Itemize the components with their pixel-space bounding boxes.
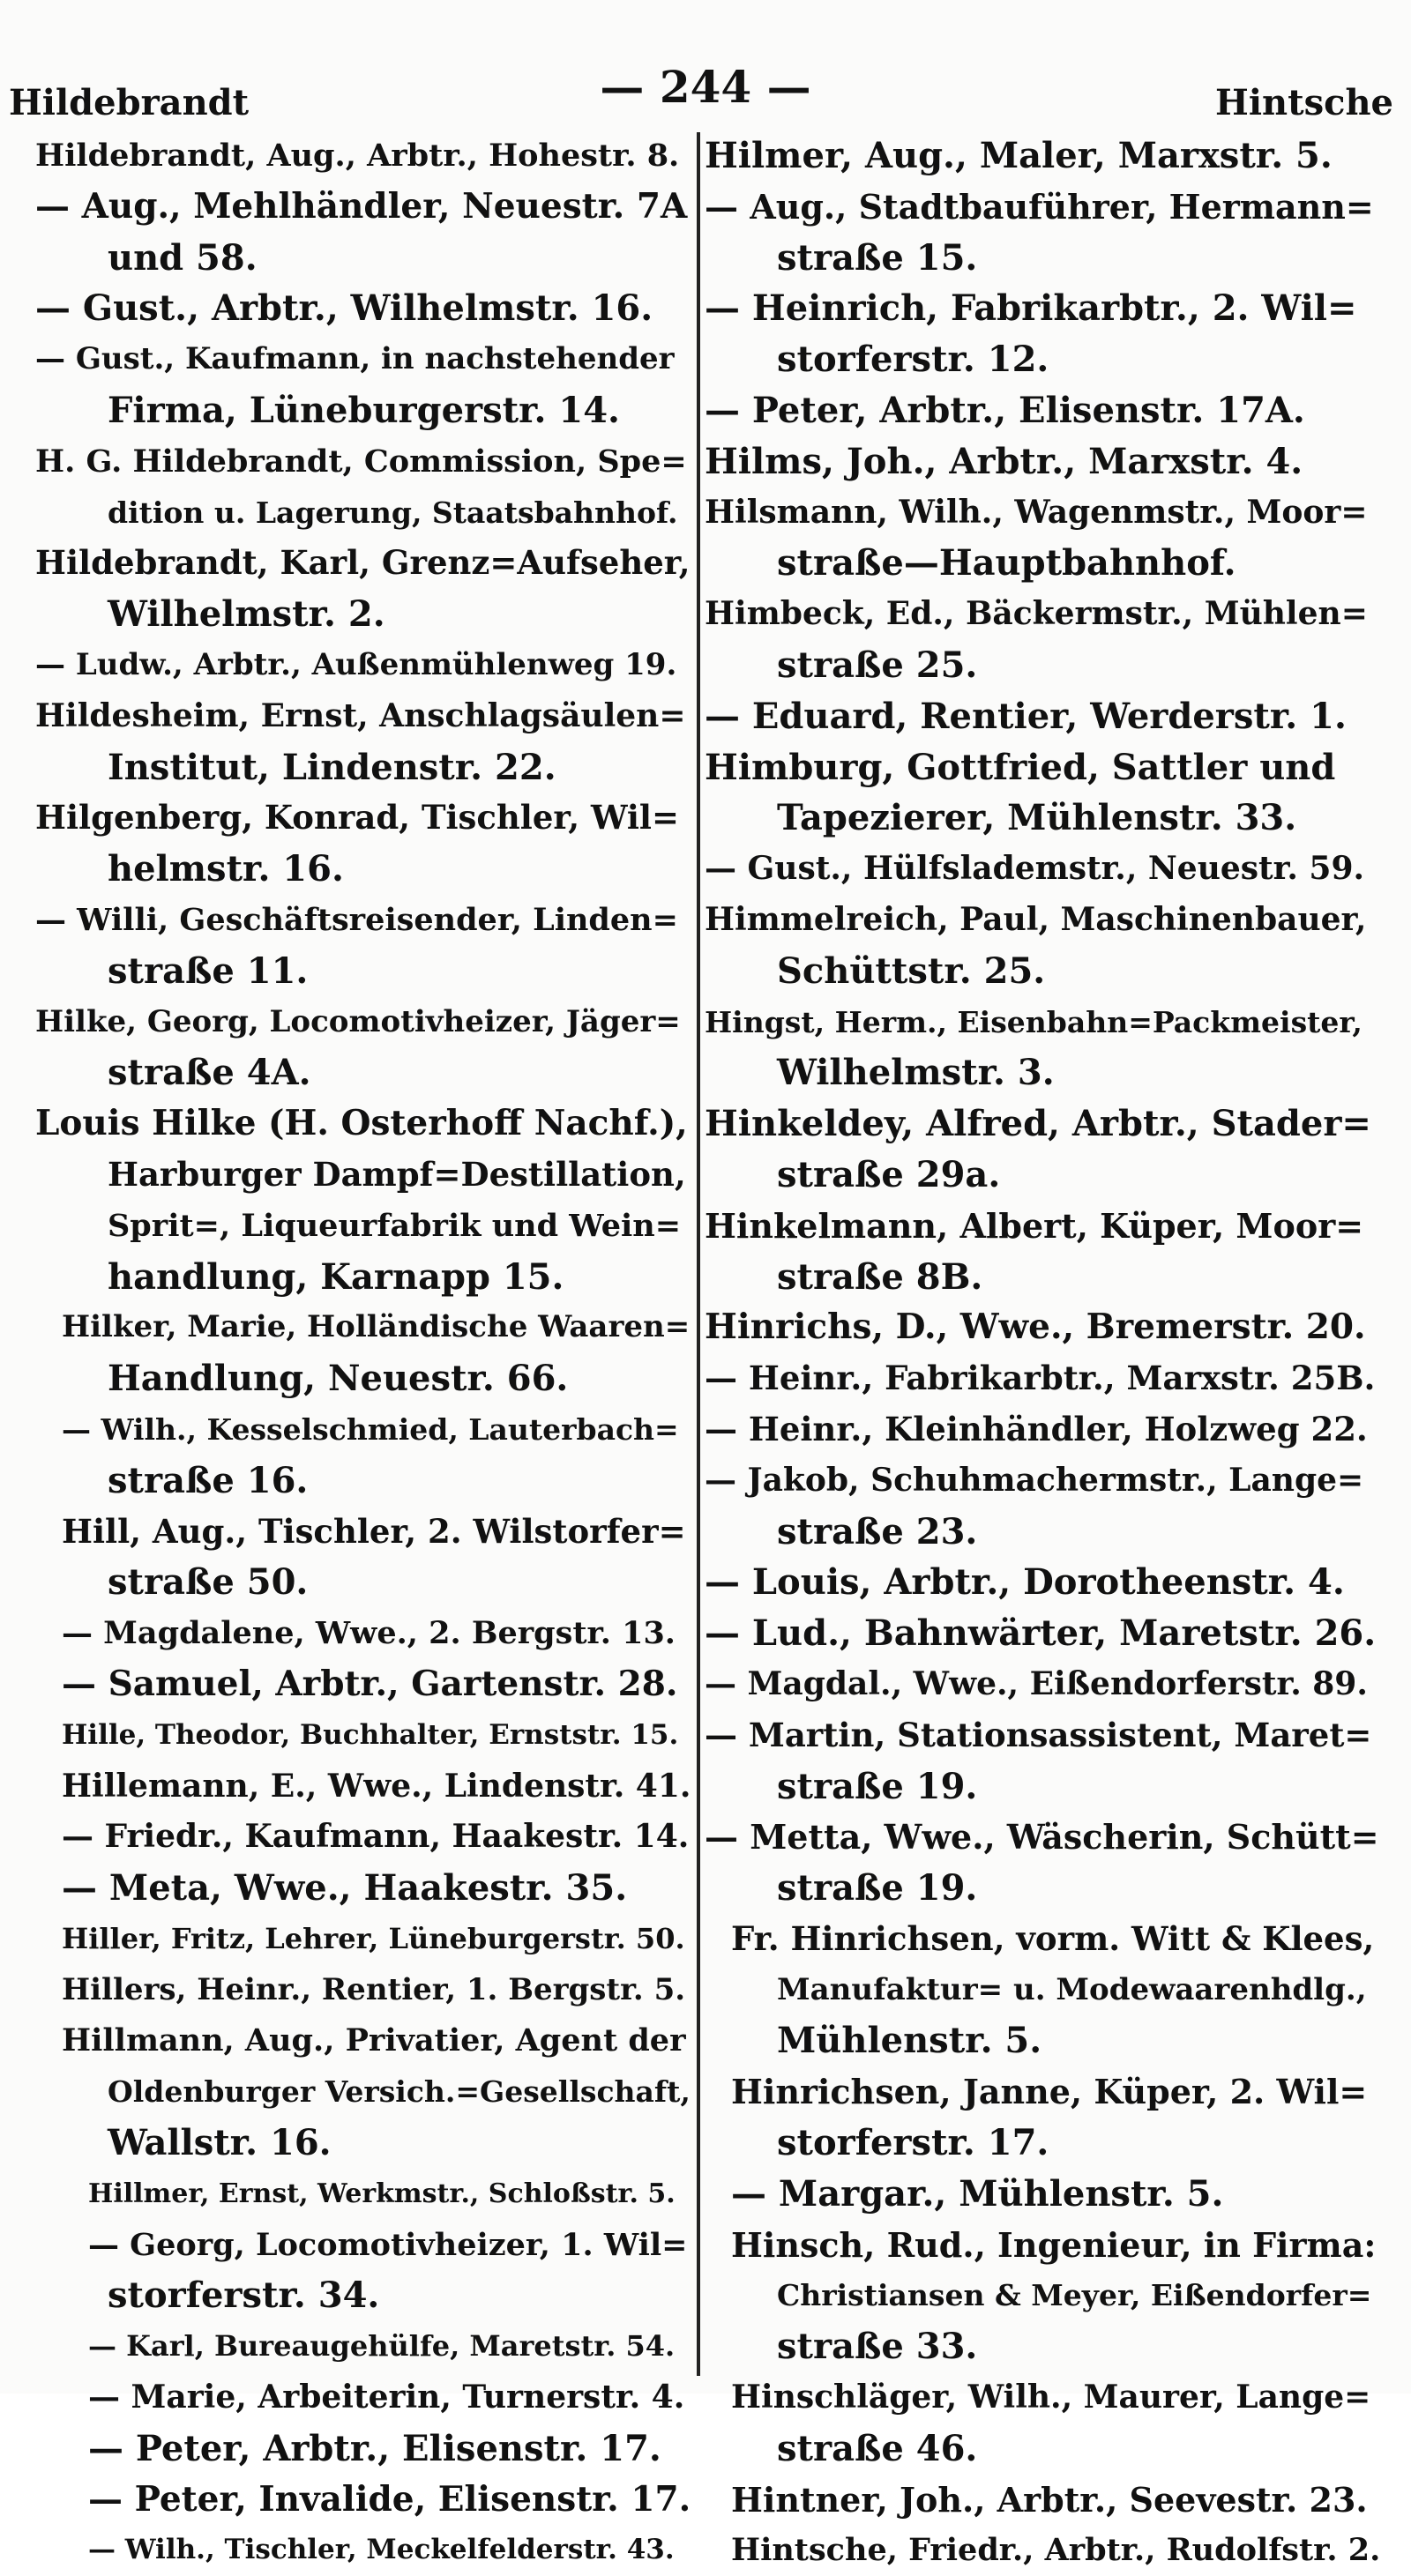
directory-line: straße 50. (108, 1561, 309, 1604)
directory-line: storferstr. 34. (108, 2274, 380, 2317)
directory-line: Hingst, Herm., Eisenbahn=Packmeister, (705, 1004, 1362, 1039)
directory-line: Hilke, Georg, Locomotivheizer, Jäger= (35, 1003, 681, 1039)
directory-line: und 58. (108, 236, 258, 279)
directory-line: — Willi, Geschäftsreisender, Linden= (35, 901, 678, 938)
directory-line: Hildebrandt, Karl, Grenz=Aufseher, (35, 543, 691, 583)
directory-line: storferstr. 12. (777, 339, 1049, 381)
directory-line: — Samuel, Arbtr., Gartenstr. 28. (62, 1663, 678, 1704)
directory-line: Hilmer, Aug., Maler, Marxstr. 5. (705, 135, 1333, 176)
directory-line: handlung, Karnapp 15. (108, 1255, 564, 1298)
directory-line: — Peter, Arbtr., Elisenstr. 17A. (705, 389, 1305, 431)
directory-line: Hilms, Joh., Arbtr., Marxstr. 4. (705, 440, 1303, 482)
directory-line: straße 46. (777, 2427, 978, 2469)
directory-line: Institut, Lindenstr. 22. (108, 746, 556, 788)
directory-line: — Friedr., Kaufmann, Haakestr. 14. (62, 1818, 690, 1856)
directory-line: — Margar., Mühlenstr. 5. (731, 2172, 1224, 2215)
directory-line: straße 15. (777, 236, 978, 279)
directory-line: Hinsch, Rud., Ingenieur, in Firma: (731, 2224, 1377, 2265)
directory-line: — Georg, Locomotivheizer, 1. Wil= (88, 2226, 688, 2263)
directory-line: Hiller, Fritz, Lehrer, Lüneburgerstr. 50. (62, 1921, 685, 1955)
left-column (35, 130, 692, 2566)
directory-line: Hille, Theodor, Buchhalter, Ernststr. 15. (62, 1718, 679, 1751)
directory-line: Hilsmann, Wilh., Wagenmstr., Moor= (705, 493, 1368, 531)
directory-line: straße 8B. (777, 1255, 983, 1298)
directory-line: straße 29a. (777, 1153, 1001, 1195)
directory-line: — Lud., Bahnwärter, Maretstr. 26. (705, 1612, 1377, 1655)
directory-line: Hillers, Heinr., Rentier, 1. Bergstr. 5. (62, 1971, 686, 2007)
directory-line: dition u. Lagerung, Staatsbahnhof. (108, 495, 678, 530)
directory-line: — Peter, Arbtr., Elisenstr. 17. (88, 2427, 661, 2469)
directory-line: Tapezierer, Mühlenstr. 33. (777, 797, 1297, 839)
running-head-right: Hintsche (1215, 82, 1393, 123)
directory-line: Himmelreich, Paul, Maschinenbauer, (705, 900, 1367, 938)
directory-line: Oldenburger Versich.=Gesellschaft, (108, 2074, 691, 2110)
directory-line: — Wilh., Tischler, Meckelfelderstr. 43. (88, 2534, 675, 2566)
directory-line: Hinrichs, D., Wwe., Bremerstr. 20. (705, 1307, 1366, 1348)
running-head-left: Hildebrandt (9, 82, 250, 123)
directory-line: Hilker, Marie, Holländische Waaren= (62, 1309, 691, 1345)
directory-line: Himbeck, Ed., Bäckermstr., Mühlen= (705, 595, 1368, 633)
directory-line: Hilgenberg, Konrad, Tischler, Wil= (35, 798, 679, 838)
directory-line: — Gust., Arbtr., Wilhelmstr. 16. (35, 287, 653, 330)
directory-line: Hinschläger, Wilh., Maurer, Lange= (731, 2379, 1371, 2416)
directory-line: Hildebrandt, Aug., Arbtr., Hohestr. 8. (35, 138, 680, 174)
directory-line: Hintsche, Friedr., Arbtr., Rudolfstr. 2. (731, 2532, 1380, 2569)
right-column (701, 130, 1380, 2569)
directory-line: — Aug., Stadtbauführer, Hermann= (705, 186, 1374, 227)
directory-line: Sprit=, Liqueurfabrik und Wein= (108, 1207, 682, 1244)
directory-line: Hinkelmann, Albert, Küper, Moor= (705, 1205, 1364, 1246)
directory-line: Wallstr. 16. (108, 2122, 332, 2164)
directory-line: — Heinr., Fabrikarbtr., Marxstr. 25B. (705, 1359, 1376, 1398)
directory-line: — Magdal., Wwe., Eißendorferstr. 89. (705, 1664, 1368, 1702)
directory-line: Fr. Hinrichsen, vorm. Witt & Klees, (731, 1918, 1375, 1958)
directory-line: H. G. Hildebrandt, Commission, Spe= (35, 443, 687, 480)
directory-line: straße 25. (777, 644, 978, 686)
directory-line: Firma, Lüneburgerstr. 14. (108, 389, 620, 431)
directory-line: Manufaktur= u. Modewaarenhdlg., (777, 1971, 1367, 2007)
directory-line: — Eduard, Rentier, Werderstr. 1. (705, 695, 1347, 737)
directory-line: — Magdalene, Wwe., 2. Bergstr. 13. (62, 1615, 676, 1652)
directory-line: Hintner, Joh., Arbtr., Seevestr. 23. (731, 2479, 1368, 2520)
directory-line: straße 16. (108, 1459, 309, 1501)
directory-line: helmstr. 16. (108, 848, 344, 890)
directory-line: Mühlenstr. 5. (777, 2020, 1042, 2062)
directory-line: — Gust., Kaufmann, in nachstehender (35, 341, 675, 377)
directory-line: Hinrichsen, Janne, Küper, 2. Wil= (731, 2072, 1368, 2112)
directory-line: — Heinr., Kleinhändler, Holzweg 22. (705, 1409, 1368, 1448)
directory-line: — Louis, Arbtr., Dorotheenstr. 4. (705, 1561, 1345, 1604)
directory-line: Hildesheim, Ernst, Anschlagsäulen= (35, 696, 686, 734)
directory-line: Wilhelmstr. 2. (108, 593, 385, 636)
directory-line: Hillemann, E., Wwe., Lindenstr. 41. (62, 1767, 691, 1805)
column-divider (697, 132, 700, 2376)
directory-line: straße—Hauptbahnhof. (777, 542, 1236, 584)
directory-line: — Gust., Hülfslademstr., Neuestr. 59. (705, 850, 1365, 888)
directory-line: storferstr. 17. (777, 2122, 1049, 2164)
directory-line: straße 19. (777, 1867, 978, 1910)
directory-line: — Ludw., Arbtr., Außenmühlenweg 19. (35, 646, 677, 682)
directory-line: straße 19. (777, 1765, 978, 1807)
page-header (0, 48, 1411, 123)
directory-line: Harburger Dampf=Destillation, (108, 1154, 686, 1194)
directory-line: Christiansen & Meyer, Eißendorfer= (777, 2278, 1372, 2313)
directory-line: — Meta, Wwe., Haakestr. 35. (62, 1867, 628, 1910)
directory-line: Handlung, Neuestr. 66. (108, 1358, 569, 1400)
directory-line: — Karl, Bureaugehülfe, Maretstr. 54. (88, 2329, 676, 2364)
directory-line: straße 4A. (108, 1052, 311, 1094)
directory-line: — Martin, Stationsassistent, Maret= (705, 1715, 1372, 1754)
directory-line: — Heinrich, Fabrikarbtr., 2. Wil= (705, 287, 1357, 330)
directory-line: — Marie, Arbeiterin, Turnerstr. 4. (88, 2379, 685, 2416)
directory-line: straße 23. (777, 1510, 978, 1552)
page-number: — 244 — (600, 61, 811, 113)
directory-line: Louis Hilke (H. Osterhoff Nachf.), (35, 1103, 688, 1144)
directory-line: — Peter, Invalide, Elisenstr. 17. (88, 2478, 691, 2520)
directory-line: straße 33. (777, 2326, 978, 2368)
directory-line: Himburg, Gottfried, Sattler und (705, 746, 1336, 788)
directory-line: Wilhelmstr. 3. (777, 1052, 1055, 1094)
directory-line: — Wilh., Kesselschmied, Lauterbach= (62, 1411, 679, 1447)
directory-line: Hillmann, Aug., Privatier, Agent der (62, 2022, 686, 2059)
directory-line: — Aug., Mehlhändler, Neuestr. 7A (35, 185, 688, 227)
directory-line: — Metta, Wwe., Wäscherin, Schütt= (705, 1817, 1379, 1858)
directory-line: Schüttstr. 25. (777, 949, 1046, 992)
directory-line: straße 11. (108, 949, 309, 992)
directory-line: — Jakob, Schuhmachermstr., Lange= (705, 1461, 1364, 1499)
directory-line: Hinkeldey, Alfred, Arbtr., Stader= (705, 1103, 1371, 1145)
directory-line: Hillmer, Ernst, Werkmstr., Schloßstr. 5. (88, 2178, 676, 2209)
directory-line: Hill, Aug., Tischler, 2. Wilstorfer= (62, 1511, 686, 1551)
